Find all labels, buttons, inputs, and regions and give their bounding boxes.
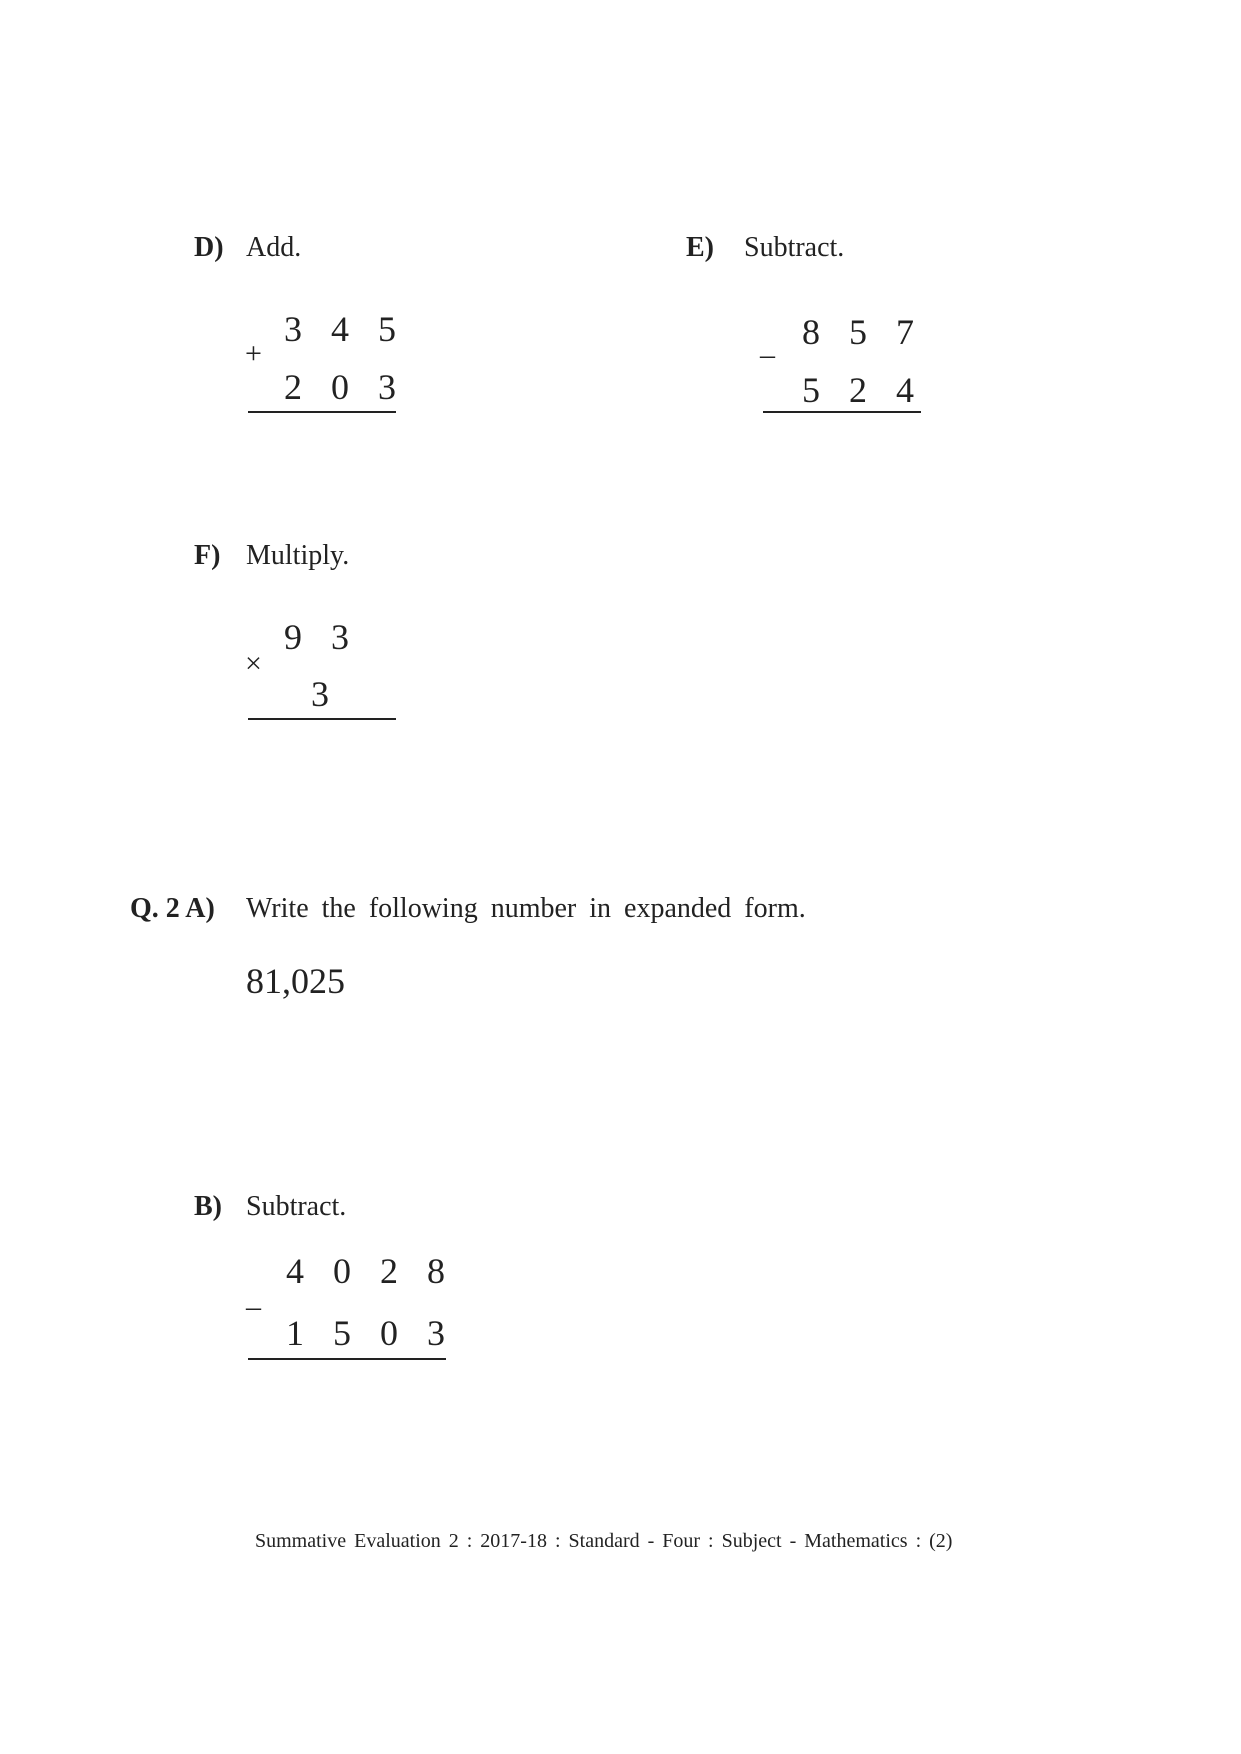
- question-d-instruction: Add.: [246, 232, 302, 263]
- minus-operator: –: [760, 338, 775, 371]
- question-f-bottom-number: 3: [311, 674, 339, 714]
- question-2b-top-number: 4 0 2 8: [286, 1251, 455, 1291]
- page-footer: Summative Evaluation 2 : 2017-18 : Standard - Four : Subject - Mathematics : (2): [255, 1530, 953, 1552]
- minus-operator: –: [246, 1290, 261, 1323]
- question-2a-label: Q. 2 A): [130, 893, 215, 924]
- question-2b-label: B): [194, 1191, 222, 1222]
- question-d-bottom-number: 2 0 3: [284, 367, 406, 407]
- question-2b-answer-line: [248, 1358, 446, 1360]
- question-f-instruction: Multiply.: [246, 540, 350, 571]
- question-e-label: E): [686, 232, 714, 263]
- question-d-top-number: 3 4 5: [284, 309, 406, 349]
- question-e-bottom-number: 5 2 4: [802, 370, 924, 410]
- question-d-label: D): [194, 232, 224, 263]
- multiply-operator: ×: [245, 647, 262, 680]
- question-f-answer-line: [248, 718, 396, 720]
- question-f-top-number: 9 3: [284, 617, 359, 657]
- question-e-instruction: Subtract.: [744, 232, 845, 263]
- question-e-top-number: 8 5 7: [802, 312, 924, 352]
- question-2b-bottom-number: 1 5 0 3: [286, 1313, 455, 1353]
- question-2a-instruction: Write the following number in expanded form.: [246, 893, 806, 924]
- plus-operator: +: [245, 337, 262, 370]
- question-f-label: F): [194, 540, 221, 571]
- question-e-answer-line: [763, 411, 921, 413]
- question-d-answer-line: [248, 411, 396, 413]
- expanded-form-number: 81,025: [246, 961, 345, 1001]
- question-2b-instruction: Subtract.: [246, 1191, 347, 1222]
